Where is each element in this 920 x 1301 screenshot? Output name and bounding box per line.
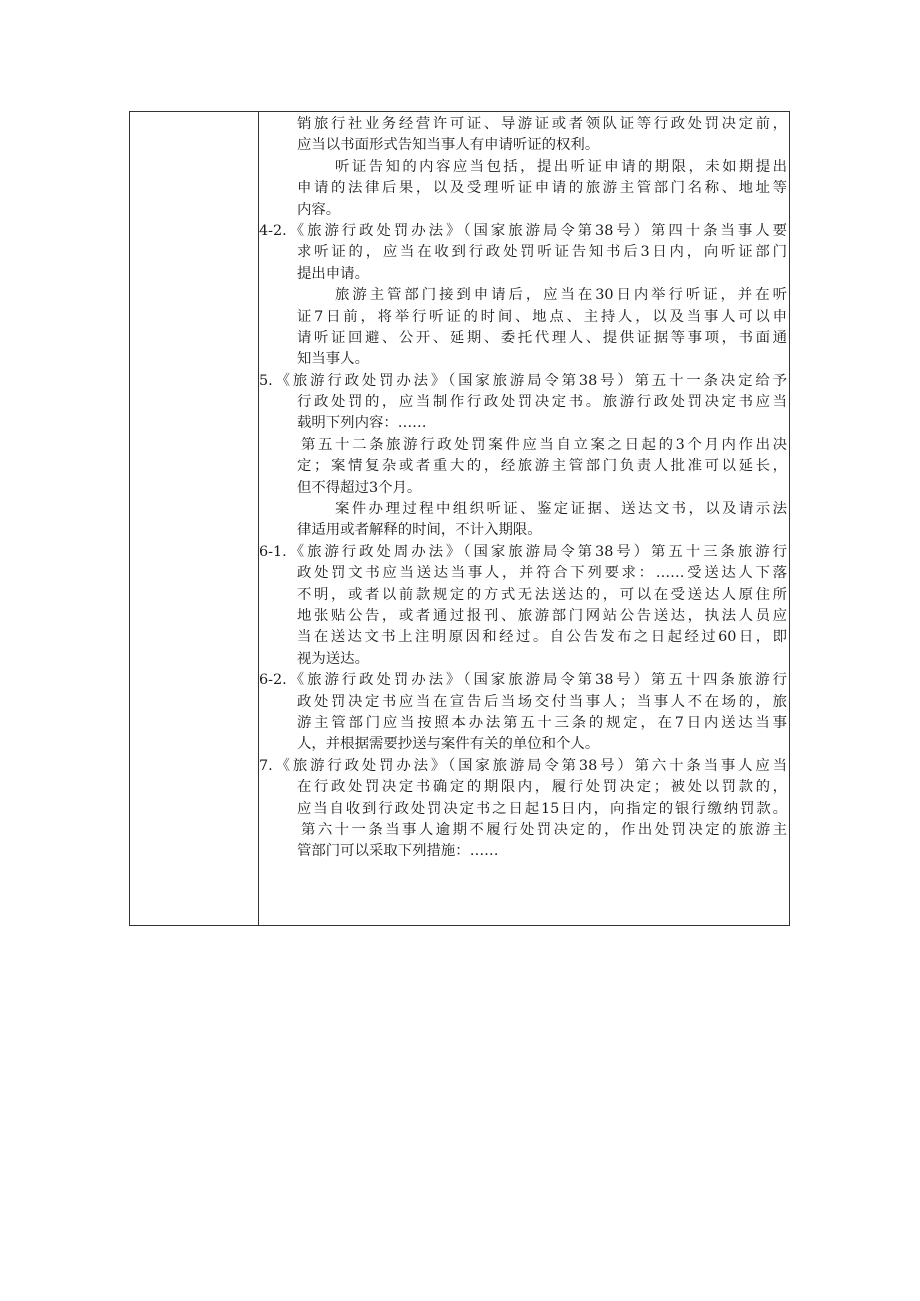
text-line: 政处罚决定书应当在宣告后当场交付当事人；当事人不在场的，旅: [297, 693, 787, 710]
text-line: 销旅行社业务经营许可证、导游证或者领队证等行政处罚决定前，: [297, 116, 787, 132]
text-line: 管部门可以采取下列措施：……: [297, 843, 499, 860]
content-table: [129, 111, 790, 926]
text-line: 应当以书面形式告知当事人有申请听证的权利。: [297, 137, 600, 154]
text-line: 律适用或者解释的时间，不计入期限。: [297, 522, 542, 539]
text-line: 视为送达。: [297, 650, 369, 667]
text-line: 提出申请。: [297, 265, 369, 282]
text-line: 5.《旅游行政处罚办法》（国家旅游局令第38号）第五十一条决定给予: [259, 372, 787, 389]
text-line: 申请的法律后果，以及受理听证申请的旅游主管部门名称、地址等: [297, 180, 787, 197]
text-line: 4-2.《旅游行政处罚办法》（国家旅游局令第38号）第四十条当事人要: [259, 222, 787, 239]
text-line: 应当自收到行政处罚决定书之日起15日内，向指定的银行缴纳罚款。: [297, 800, 787, 817]
text-line: 证7日前，将举行听证的时间、地点、主持人，以及当事人可以申: [297, 308, 787, 325]
text-line: 第五十二条旅游行政处罚案件应当自立案之日起的3个月内作出决: [301, 436, 787, 453]
text-line: 6-2.《旅游行政处罚办法》（国家旅游局令第38号）第五十四条旅游行: [259, 672, 787, 689]
text-line: 7.《旅游行政处罚办法》（国家旅游局令第38号）第六十条当事人应当: [259, 757, 787, 774]
text-line: 第六十一条当事人逾期不履行处罚决定的，作出处罚决定的旅游主: [301, 821, 787, 838]
text-line: 定；案情复杂或者重大的，经旅游主管部门负责人批准可以延长，: [297, 458, 787, 475]
text-line: 听证告知的内容应当包括，提出听证申请的期限，未如期提出: [335, 158, 787, 175]
table-left-cell: [130, 112, 259, 925]
text-line: 载明下列内容：……: [297, 415, 427, 432]
text-line: 内容。: [297, 201, 341, 218]
text-line: 不明，或者以前款规定的方式无法送达的，可以在受送达人原住所: [297, 586, 787, 603]
text-line: 知当事人。: [297, 351, 369, 368]
text-line: 求听证的，应当在收到行政处罚听证告知书后3日内，向听证部门: [297, 244, 787, 261]
text-line: 在行政处罚决定书确定的期限内，履行处罚决定；被处以罚款的，: [297, 779, 787, 796]
text-line: 人，并根据需要抄送与案件有关的单位和个人。: [297, 736, 600, 753]
text-line: 当在送达文书上注明原因和经过。自公告发布之日起经过60日，即: [297, 629, 787, 646]
text-line: 游主管部门应当按照本办法第五十三条的规定，在7日内送达当事: [297, 714, 787, 731]
text-line: 政处罚文书应当送达当事人，并符合下列要求：……受送达人下落: [297, 565, 787, 582]
text-line: 地张贴公告，或者通过报刊、旅游部门网站公告送达，执法人员应: [297, 607, 787, 624]
text-line: 6-1.《旅游行政处周办法》（国家旅游局令第38号）第五十三条旅游行: [259, 543, 787, 560]
text-line: 请听证回避、公开、延期、委托代理人、提供证据等事项，书面通: [297, 329, 787, 346]
text-line: 行政处罚的，应当制作行政处罚决定书。旅游行政处罚决定书应当: [297, 394, 787, 411]
table-right-cell: [259, 112, 789, 925]
text-line: 但不得超过3个月。: [297, 479, 422, 496]
text-line: 旅游主管部门接到申请后，应当在30日内举行听证，并在听: [335, 287, 787, 304]
text-line: 案件办理过程中组织听证、鉴定证据、送达文书，以及请示法: [335, 501, 787, 518]
